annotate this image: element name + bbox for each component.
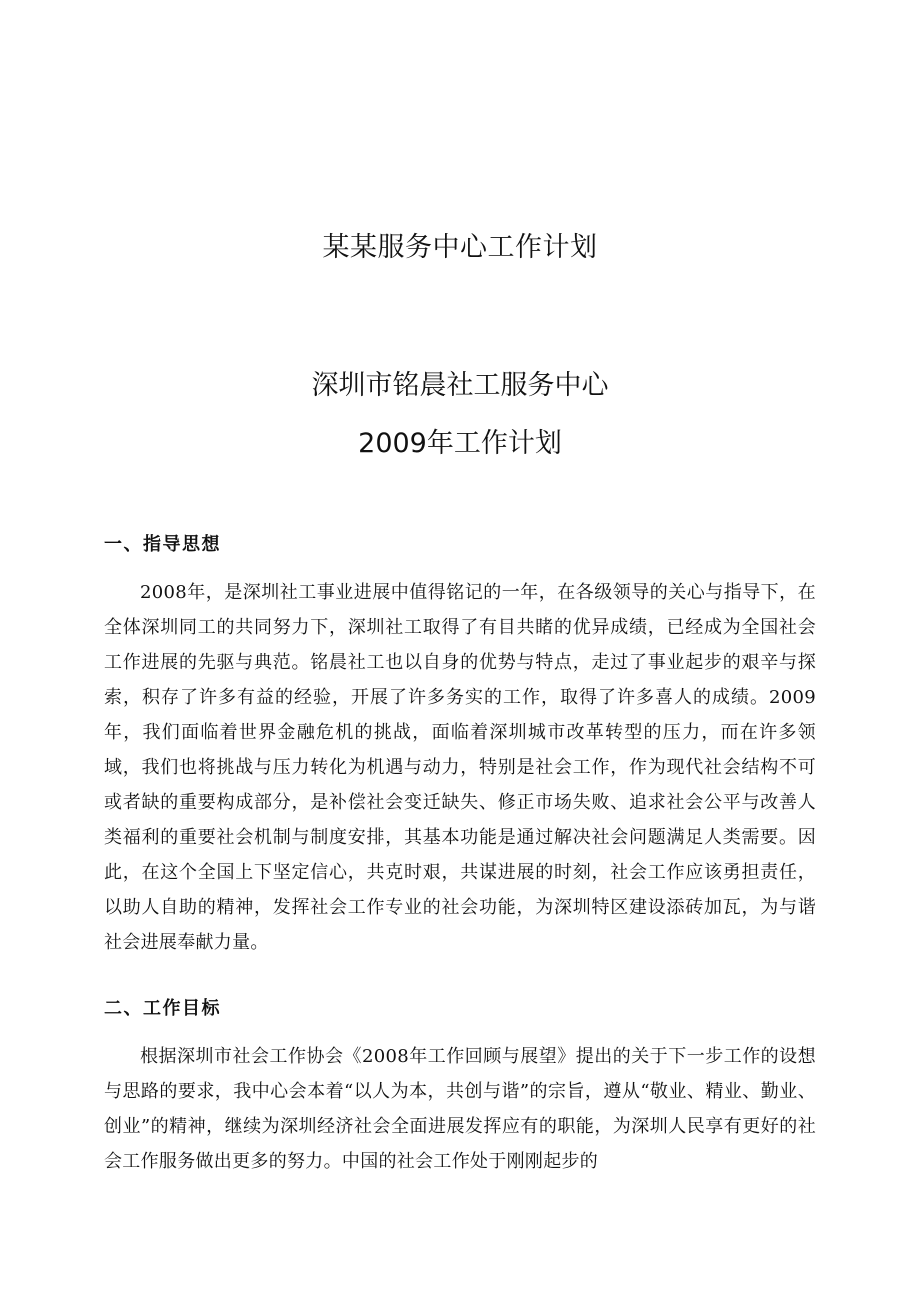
section-paragraph-work-goals: 根据深圳市社会工作协会《2008年工作回顾与展望》提出的关于下一步工作的设想与思路的要求，我中心会本着“以人为本，共创与谐”的宗旨，遵从“敬业、精业、勤业、创业”的精神，继续为深圳经济社会全面进展发挥应有的职能，为深圳人民享有更好的社会工作服务做出更多的努力。中国的社会工作处于刚刚起步的 bbox=[104, 1046, 816, 1172]
organization-name: 深圳市铭晨社工服务中心 bbox=[311, 370, 609, 401]
section-paragraph-guiding-ideology: 2008年，是深圳社工事业进展中值得铭记的一年，在各级领导的关心与指导下，在全体深圳同工的共同努力下，深圳社工取得了有目共睹的优异成绩，已经成为全国社会工作进展的先驱与典范。铭晨社工也以自身的优势与特点，走过了事业起步的艰辛与探索，积存了许多有益的经验，开展了许多务实的工作，取得了许多喜人的成绩。2009年，我们面临着世界金融危机的挑战，面临着深圳城市改革转型的压力，而在许多领域，我们也将挑战与压力转化为机遇与动力，特别是社会工作，作为现代社会结构不可或者缺的重要构成部分，是补偿社会变迁缺失、修正市场失败、追求社会公平与改善人类福利的重要社会机制与制度安排，其基本功能是通过解决社会问题满足人类需要。因此，在这个全国上下坚定信心，共克时艰，共谋进展的时刻，社会工作应该勇担责任，以助人自助的精神，发挥社会工作专业的社会功能，为深圳特区建设添砖加瓦，为与谐社会进展奉献力量。 bbox=[104, 582, 816, 953]
plan-title: 2009年工作计划 bbox=[358, 428, 562, 459]
document-title: 某某服务中心工作计划 bbox=[322, 232, 598, 263]
section-heading-work-goals: 二、工作目标 bbox=[104, 998, 221, 1019]
section-heading-guiding-ideology: 一、指导思想 bbox=[104, 534, 221, 555]
